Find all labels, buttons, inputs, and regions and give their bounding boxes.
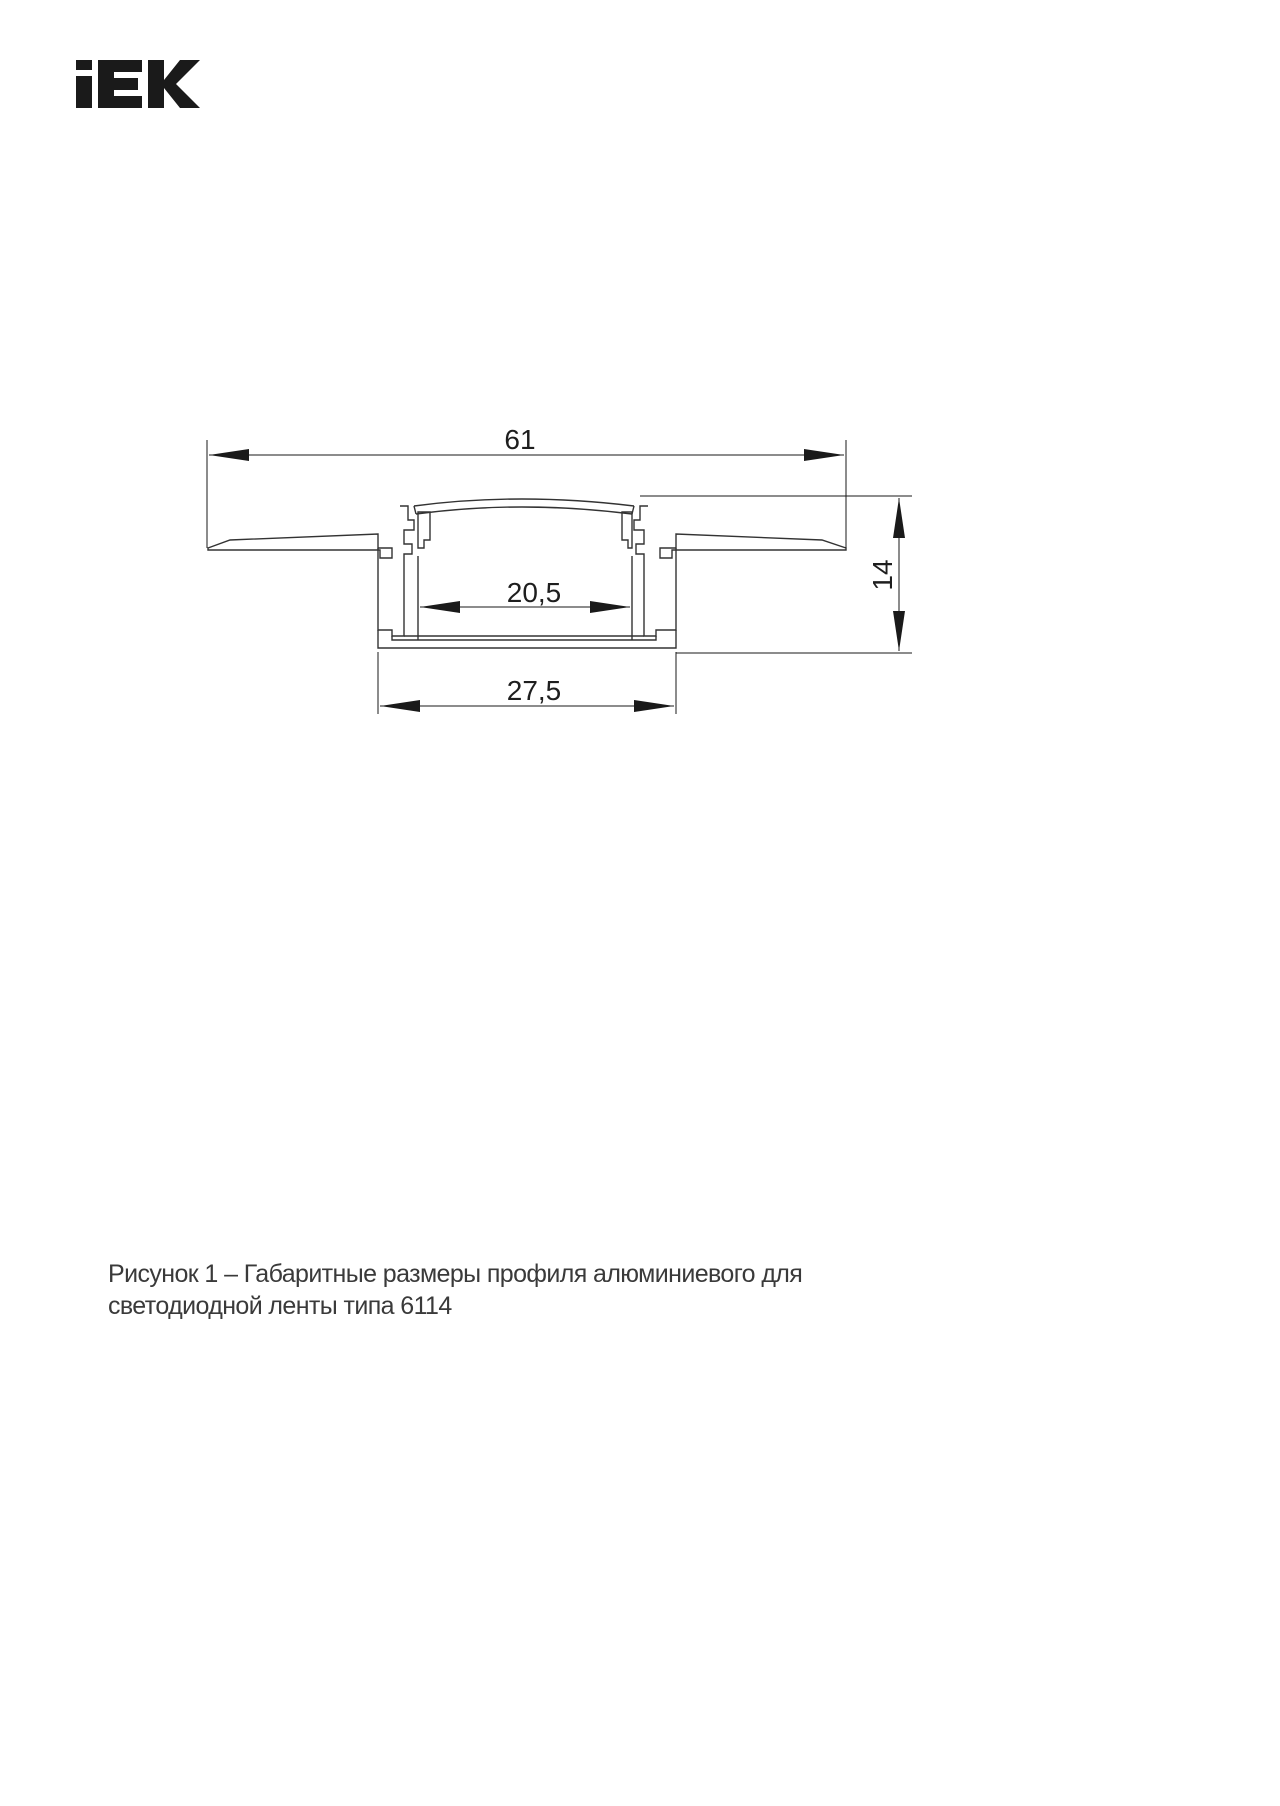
dim-label-channel-width: 20,5 — [506, 577, 562, 608]
figure-caption-line-1: Рисунок 1 – Габаритные размеры профиля алюминиевого для — [108, 1260, 803, 1288]
dim-label-height: 14 — [867, 559, 898, 591]
dim-label-base-width: 27,5 — [506, 675, 562, 706]
profile-outline — [208, 499, 846, 648]
figure-caption-line-2: светодиодной ленты типа 6114 — [108, 1292, 452, 1320]
dim-label-overall-width: 61 — [504, 424, 536, 455]
figure-caption — [108, 1258, 1008, 1322]
